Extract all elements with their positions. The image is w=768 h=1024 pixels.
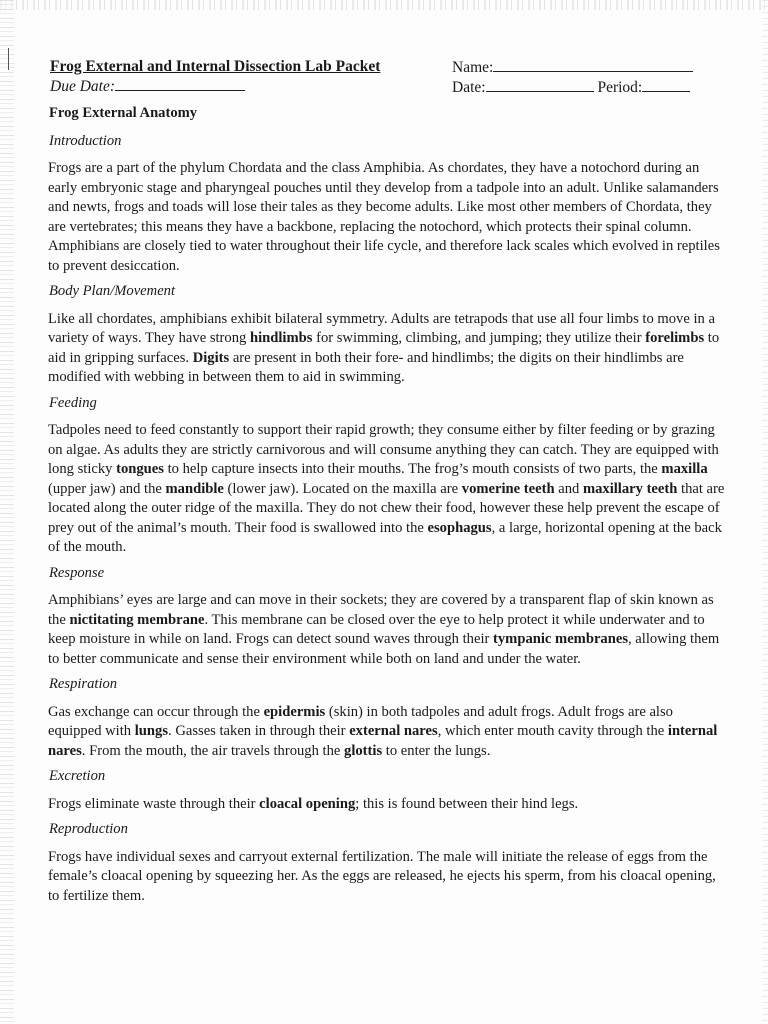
response-text [48,591,728,669]
text-run: . Gasses taken in through their [168,723,350,739]
term-lungs: lungs [134,723,169,739]
text-run: Gas exchange can occur through the [48,703,264,720]
document-title: Frog External and Internal Dissection Lab Packet [50,58,381,75]
section-title: Frog External Anatomy [49,105,198,121]
margin-mark [8,48,9,70]
text-run: ; this is found between their hind legs. [355,795,579,812]
text-run: that are located along the outer ridge of the maxilla. They do not chew their food, however these help prevent the escape of prey out of the animal’s mouth. Their food is swallowed into the [48,480,725,536]
term-digits: Digits [192,349,230,366]
document-header [50,57,700,99]
term-glottis: glottis [344,742,383,759]
date-field[interactable] [486,77,594,92]
text-run: and [554,480,583,497]
text-run: Like all chordates, amphibians exhibit bilateral symmetry. Adults are tetrapods that use all four limbs to move in a variety of ways. They have strong [48,310,715,346]
document-body [48,104,728,912]
period-label: Period: [597,79,643,96]
text-run: , allowing them to better communicate and sense their environment while both on land and under the water. [48,631,720,667]
term-mandible: mandible [165,480,224,497]
text-run: Amphibians’ eyes are large and can move in their sockets; they are covered by a transparent flap of skin known as the [48,592,714,628]
introduction-heading: Introduction [49,132,122,149]
period-field[interactable] [642,77,690,92]
due-date-label: Due Date: [50,78,115,95]
name-field[interactable] [493,57,693,72]
due-date-field[interactable] [115,76,245,91]
text-run: Frogs eliminate waste through their [48,795,260,812]
term-nictitating-membrane: nictitating membrane [69,611,205,628]
response-heading: Response [49,564,105,581]
scan-noise-left [0,0,14,1024]
reproduction-text: Frogs have individual sexes and carryout external fertilization. The male will initiate the release of eggs from the female’s cloacal opening by squeezing her. As the eggs are released, he ejects his sperm, from his cloacal opening, to fertilize them. [48,848,716,904]
text-run: to aid in gripping surfaces. [48,330,720,366]
name-label: Name: [452,59,494,76]
header-right [452,57,712,97]
introduction-text: Frogs are a part of the phylum Chordata and the class Amphibia. As chordates, they have a notochord during an early embryonic stage and pharyngeal pouches until they develop from a tadpole into an adult. Unlike salamanders and newts, frogs and toads will lose their tales as they become adults. Like most other members of Chordata, they are vertebrates; this means they have a backbone, replacing the notochord, which protects their spinal column. Amphibians are closely tied to water throughout their life cycle, and therefore lack scales which evolved in reptiles to prevent desiccation. [48,160,720,274]
text-run: to help capture insects into their mouths. The frog’s mouth consists of two parts, the [163,461,662,477]
date-period-row [452,77,712,97]
text-run: . From the mouth, the air travels through the [81,742,345,759]
term-cloacal-opening: cloacal opening [259,795,356,812]
term-esophagus: esophagus [427,519,492,536]
excretion-text [48,795,728,815]
term-hindlimbs: hindlimbs [249,330,313,346]
term-external-nares: external nares [349,723,438,739]
text-run: are present in both their fore- and hindlimbs; the digits on their hindlimbs are modified with webbing in between them to aid in swimming. [48,349,684,385]
text-run: (upper jaw) and the [48,480,166,497]
reproduction-heading: Reproduction [49,821,128,837]
term-maxilla: maxilla [661,461,708,477]
term-maxillary-teeth: maxillary teeth [582,480,678,497]
text-run: (skin) in both tadpoles and adult frogs. Adult frogs are also equipped with [48,703,673,739]
feeding-heading: Feeding [49,394,97,411]
feeding-text [48,421,728,558]
body-plan-heading: Body Plan/Movement [49,283,176,299]
due-date-row [50,76,410,96]
scan-noise-top [0,0,768,10]
term-tympanic-membranes: tympanic membranes [493,631,628,647]
header-left [50,57,410,96]
term-vomerine-teeth: vomerine teeth [461,480,555,497]
body-plan-text [48,310,728,388]
term-internal-nares: internal nares [48,723,718,759]
text-run: . This membrane can be closed over the eye to help protect it while underwater and to keep moisture in while on land. Frogs can detect sound waves through their [48,611,705,647]
text-run: , which enter mouth cavity through the [437,723,668,739]
text-run: Tadpoles need to feed constantly to support their rapid growth; they consume either by filter feeding or by grazing on algae. As adults they are strictly carnivorous and will consume anything they can catch. They are equipped with long sticky [48,422,719,477]
respiration-text [48,703,728,762]
text-run: to enter the lungs. [382,742,491,759]
term-forelimbs: forelimbs [645,330,705,346]
text-run: , a large, horizontal opening at the back of the mouth. [48,519,722,555]
text-run: (lower jaw). Located on the maxilla are [223,480,462,497]
term-tongues: tongues [116,461,164,477]
excretion-heading: Excretion [49,768,106,784]
name-row [452,57,712,77]
date-label: Date: [452,79,486,96]
scan-noise-right [762,0,768,1024]
term-epidermis: epidermis [263,703,326,720]
respiration-heading: Respiration [49,676,118,692]
text-run: for swimming, climbing, and jumping; they utilize their [312,330,646,346]
